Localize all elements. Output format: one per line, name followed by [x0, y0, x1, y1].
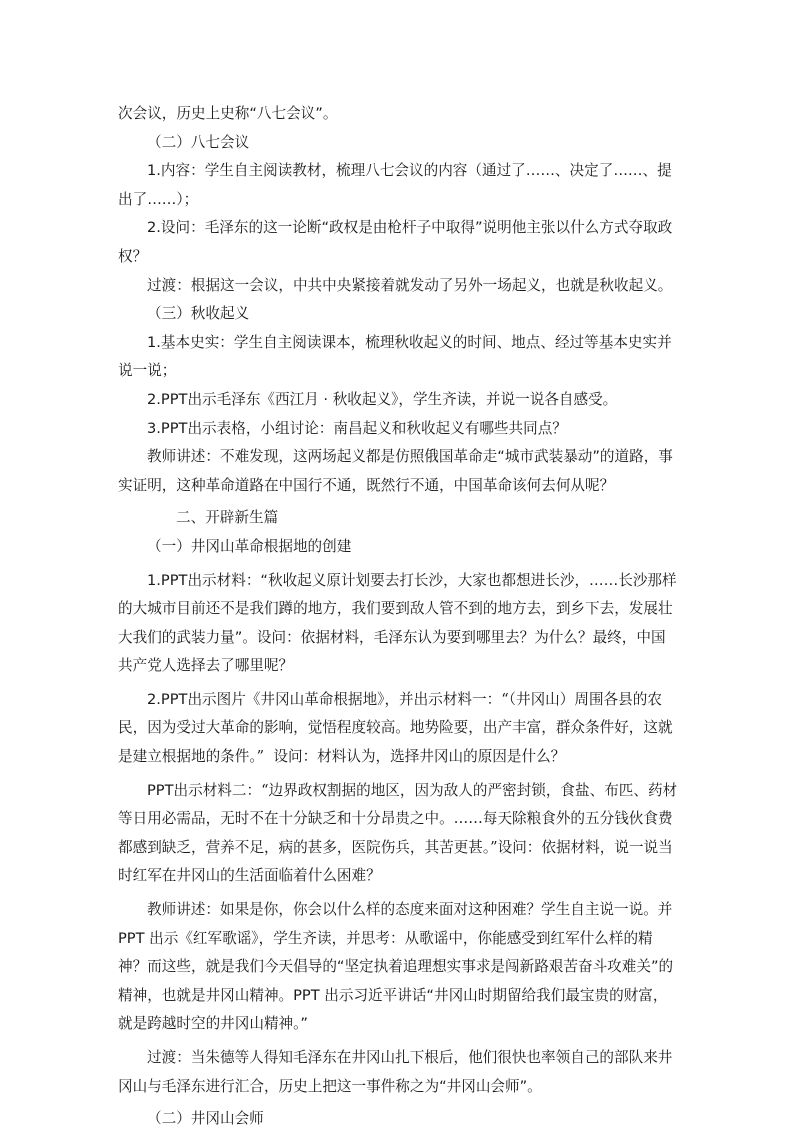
- section-heading-autumn-harvest: （三）秋收起义: [147, 305, 250, 323]
- paragraph: 2.设问：毛泽东的这一论断“政权是由枪杆子中取得”说明他主张以什么方式夺取政权？: [118, 219, 673, 265]
- paragraph: [118, 777, 678, 891]
- paragraph-question: 设问：材料认为，选择井冈山的原因是什么？: [273, 748, 566, 766]
- document-body: [118, 100, 678, 1134]
- paragraph: 1.PPT出示材料：“秋收起义原计划要去打长沙，大家也都想进长沙，……长沙那样的大城市目前还不是我们蹲的地方，我们要到敌人管不到的地方去，到乡下去，发展壮大我们的武装力量”。设问：依据材料，毛泽东认为要到哪里去？为什么？最终，中国共产党人选择去了哪里呢？: [118, 571, 677, 675]
- paragraph: 1.内容：学生自主阅读教材，梳理八七会议的内容（通过了……、决定了……、提出了……）；: [118, 162, 672, 208]
- paragraph: 3.PPT出示表格，小组讨论：南昌起义和秋收起义有哪些共同点？: [147, 419, 567, 437]
- paragraph: [118, 686, 678, 772]
- part-heading: 二、开辟新生篇: [176, 509, 279, 527]
- section-heading-87-meeting: （二）八七会议: [147, 133, 250, 151]
- paragraph-lead: PPT出示材料二：: [147, 781, 262, 799]
- section-heading-jinggangshan: （一）井冈山革命根据地的创建: [147, 537, 352, 555]
- paragraph: 教师讲述：不难发现，这两场起义都是仿照俄国革命走“城市武装暴动”的道路，事实证明，这种革命道路在中国行不通，既然行不通，中国革命该何去何从呢？: [118, 448, 673, 494]
- paragraph: 教师讲述：如果是你，你会以什么样的态度来面对这种困难？学生自主说一说。并 PPT 出示《红军歌谣》，学生齐读，并思考：从歌谣中，你能感受到红军什么样的精神？而这些，就是我们今天倡导的“坚定执着追理想实事求是闯新路艰苦奋斗攻难关”的精神，也就是井冈山精神。PPT 出示习近平讲话“井冈山时期留给我们最宝贵的财富，就是跨越时空的井冈山精神。”: [118, 901, 674, 1033]
- paragraph-lead: 2.PPT出示图片《井冈山革命根据地》，并出示材料一：: [147, 690, 502, 708]
- paragraph: 过渡：当朱德等人得知毛泽东在井冈山扎下根后，他们很快也率领自己的部队来井冈山与毛泽东进行汇合，历史上把这一事件称之为“井冈山会师”。: [118, 1049, 673, 1095]
- paragraph: 过渡：根据这一会议，中共中央紧接着就发动了另外一场起义，也就是秋收起义。: [147, 276, 673, 294]
- quoted-material: “（井冈山）周围各县的农民，因为受过大革命的影响，觉悟程度较高。地势险要，出产丰富，群众条件好，这就是建立根据地的条件。”: [118, 690, 673, 766]
- section-heading-meeting: （二）井冈山会师: [147, 1110, 264, 1128]
- paragraph: 1.基本史实：学生自主阅读课本，梳理秋收起义的时间、地点、经过等基本史实并说一说；: [118, 333, 672, 380]
- paragraph: 次会议，历史上史称“八七会议”。: [118, 105, 338, 122]
- paragraph: 2.PPT出示毛泽东《西江月 · 秋收起义》，学生齐读，并说一说各自感受。: [147, 390, 618, 408]
- quoted-material: “边界政权割据的地区，因为敌人的严密封锁，食盐、布匹、药材等日用必需品，无时不在十分缺乏和十分昂贵之中。……每天除粮食外的五分钱伙食费都感到缺乏，营养不足，病的甚多，医院伤兵，其苦更甚。”设问：依据材料，说一说当时红军在井冈山的生活面临着什么困难？: [118, 781, 678, 885]
